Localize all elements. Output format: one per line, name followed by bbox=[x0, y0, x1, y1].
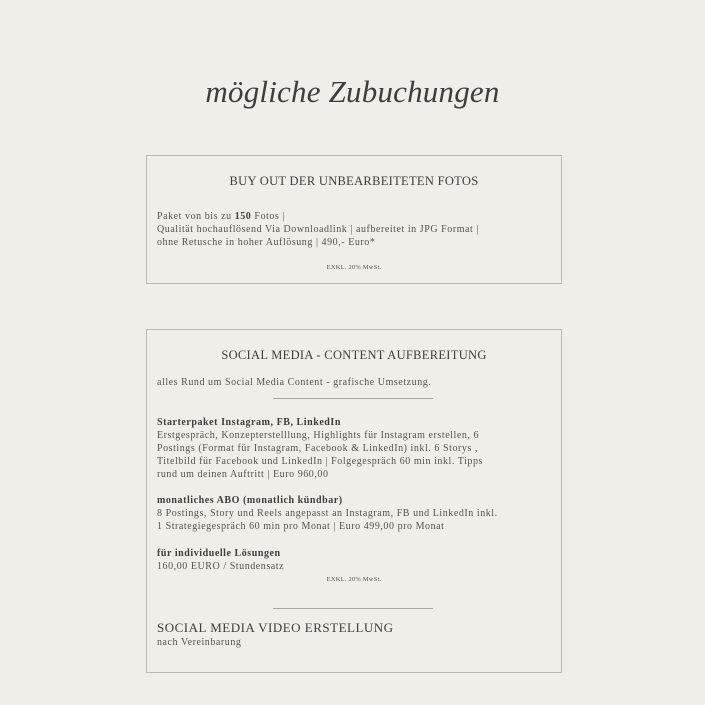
divider bbox=[273, 608, 433, 609]
buyout-line-1 bbox=[157, 210, 557, 223]
individual-rate: 160,00 EURO / Stundensatz bbox=[157, 561, 285, 572]
buyout-card bbox=[146, 155, 562, 284]
starter-line-4: rund um deinen Auftritt | Euro 960,00 bbox=[157, 469, 329, 480]
buyout-line-1-suffix: Fotos | bbox=[251, 211, 285, 222]
page-title: mögliche Zubuchungen bbox=[205, 74, 500, 109]
buyout-heading: BUY OUT DER UNBEARBEITETEN FOTOS bbox=[229, 174, 479, 188]
buyout-description bbox=[157, 210, 557, 249]
social-heading: SOCIAL MEDIA - CONTENT AUFBEREITUNG bbox=[221, 348, 487, 362]
video-note: nach Vereinbarung bbox=[157, 637, 242, 648]
individual-solutions bbox=[157, 547, 557, 573]
social-intro: alles Rund um Social Media Content - grafische Umsetzung. bbox=[157, 377, 432, 388]
abo-line-1: 8 Postings, Story und Reels angepasst an Instagram, FB und LinkedIn inkl. bbox=[157, 508, 498, 519]
buyout-line-2: Qualität hochauflösend Via Downloadlink | aufbereitet in JPG Format | bbox=[157, 224, 479, 235]
divider bbox=[273, 398, 433, 399]
buyout-tax-note: EXKL. 20% MwSt. bbox=[326, 264, 382, 271]
buyout-photo-count: 150 bbox=[234, 211, 252, 222]
starter-line-3: Titelbild für Facebook und LinkedIn | Folgegespräch 60 min inkl. Tipps bbox=[157, 456, 483, 467]
individual-title: für individuelle Lösungen bbox=[157, 548, 281, 559]
abo-line-2: 1 Strategiegespräch 60 min pro Monat | Euro 499,00 pro Monat bbox=[157, 521, 445, 532]
buyout-line-3: ohne Retusche in hoher Auflösung | 490,- Euro* bbox=[157, 237, 376, 248]
starter-line-1: Erstgespräch, Konzepterstelllung, Highlights für Instagram erstellen, 6 bbox=[157, 430, 480, 441]
buyout-line-1-prefix: Paket von bis zu bbox=[157, 211, 235, 222]
starter-title: Starterpaket Instagram, FB, LinkedIn bbox=[157, 417, 341, 428]
starter-line-2: Postings (Format für Instagram, Facebook & LinkedIn) inkl. 6 Storys , bbox=[157, 443, 478, 454]
monthly-abo bbox=[157, 494, 557, 533]
starter-package bbox=[157, 416, 557, 481]
abo-title: monatliches ABO (monatlich kündbar) bbox=[157, 495, 343, 506]
video-heading: SOCIAL MEDIA VIDEO ERSTELLUNG bbox=[157, 620, 394, 635]
social-tax-note: EXKL. 20% MwSt. bbox=[326, 576, 382, 583]
social-media-card bbox=[146, 329, 562, 673]
